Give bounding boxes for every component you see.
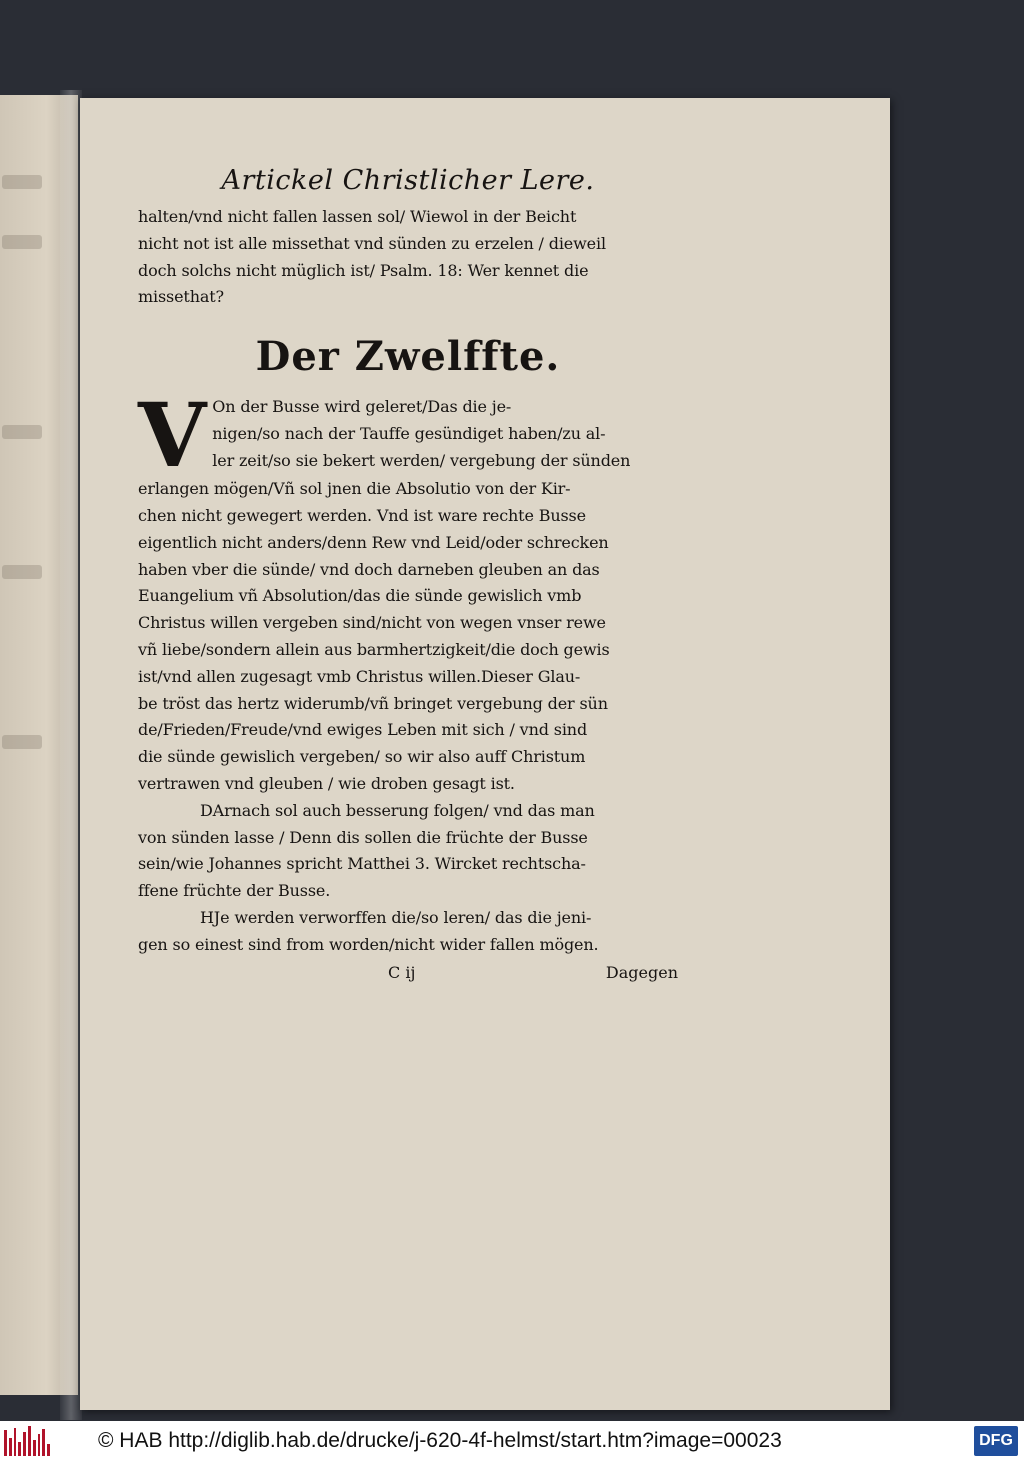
text-line: die sünde gewislich vergeben/ so wir also auff Christum xyxy=(138,747,586,767)
text-line: sein/wie Johannes spricht Matthei 3. Wircket rechtscha- xyxy=(138,854,586,874)
bleed-mark xyxy=(2,425,42,439)
text-line: On der Busse wird geleret/Das die je- xyxy=(212,397,512,417)
bleed-mark xyxy=(2,235,42,249)
text-line: nigen/so nach der Tauffe gesündiget haben/zu al- xyxy=(212,423,606,443)
text-line: DArnach sol auch besserung folgen/ vnd das man xyxy=(200,800,595,820)
bleed-mark xyxy=(2,175,42,189)
citation-link[interactable]: © HAB http://diglib.hab.de/drucke/j-620-4f-helmst/start.htm?image=00023 xyxy=(98,1429,782,1452)
bleed-mark xyxy=(2,565,42,579)
running-head: Artickel Christlicher Lere. xyxy=(221,165,595,196)
section-heading: Der Zwelffte. xyxy=(255,333,561,381)
text-line: halten/vnd nicht fallen lassen sol/ Wiewol in der Beicht xyxy=(138,207,577,226)
text-line: doch solchs nicht müglich ist/ Psalm. 18: Wer kennet die xyxy=(138,260,589,280)
text-line: ffene früchte der Busse. xyxy=(138,881,331,901)
text-line: de/Frieden/Freude/vnd ewiges Leben mit sich / vnd sind xyxy=(138,720,588,740)
text-line: ler zeit/so sie bekert werden/ vergebung der sünden xyxy=(212,450,631,470)
text-line: erlangen mögen/Vñ sol jnen die Absolutio von der Kir- xyxy=(138,479,571,499)
intro-paragraph xyxy=(138,204,678,311)
dfg-logo-icon: DFG xyxy=(974,1426,1018,1456)
text-line: vertrawen vnd gleuben / wie droben gesagt ist. xyxy=(138,773,515,793)
text-line: von sünden lasse / Denn dis sollen die früchte der Busse xyxy=(138,827,588,847)
text-line: chen nicht gewegert werden. Vnd ist ware rechte Busse xyxy=(138,505,586,525)
drop-cap: V xyxy=(138,383,207,488)
catchword: Dagegen xyxy=(605,962,678,982)
text-line: vñ liebe/sondern allein aus barmhertzigkeit/die doch gewis xyxy=(138,639,610,659)
page-footer xyxy=(138,963,678,982)
text-line: missethat? xyxy=(138,287,224,307)
paragraph-busse xyxy=(138,383,678,798)
text-line: Christus willen vergeben sind/nicht von wegen vnser rewe xyxy=(138,613,606,633)
paragraph-verworffen xyxy=(138,905,678,959)
bleed-mark xyxy=(2,735,42,749)
protective-sheet xyxy=(60,90,82,1420)
page-text-block xyxy=(138,165,678,982)
text-line: HJe werden verworffen die/so leren/ das die jeni- xyxy=(200,907,592,927)
hab-logo-icon xyxy=(4,1426,50,1456)
text-line: haben vber die sünde/ vnd doch darneben gleuben an das xyxy=(138,559,600,579)
text-line: gen so einest sind from worden/nicht wider fallen mögen. xyxy=(138,934,599,954)
paragraph-besserung xyxy=(138,798,678,905)
text-line: be tröst das hertz widerumb/vñ bringet vergebung der sün xyxy=(138,693,608,713)
viewer-footer-bar xyxy=(0,1421,1024,1461)
text-line: eigentlich nicht anders/denn Rew vnd Leid/oder schrecken xyxy=(138,532,609,552)
text-line: nicht not ist alle missethat vnd sünden zu erzelen / dieweil xyxy=(138,233,606,253)
text-line: ist/vnd allen zugesagt vmb Christus willen.Dieser Glau- xyxy=(138,666,581,686)
signature-mark: C ij xyxy=(388,962,416,982)
text-line: Euangelium vñ Absolution/das die sünde gewislich vmb xyxy=(138,586,582,606)
